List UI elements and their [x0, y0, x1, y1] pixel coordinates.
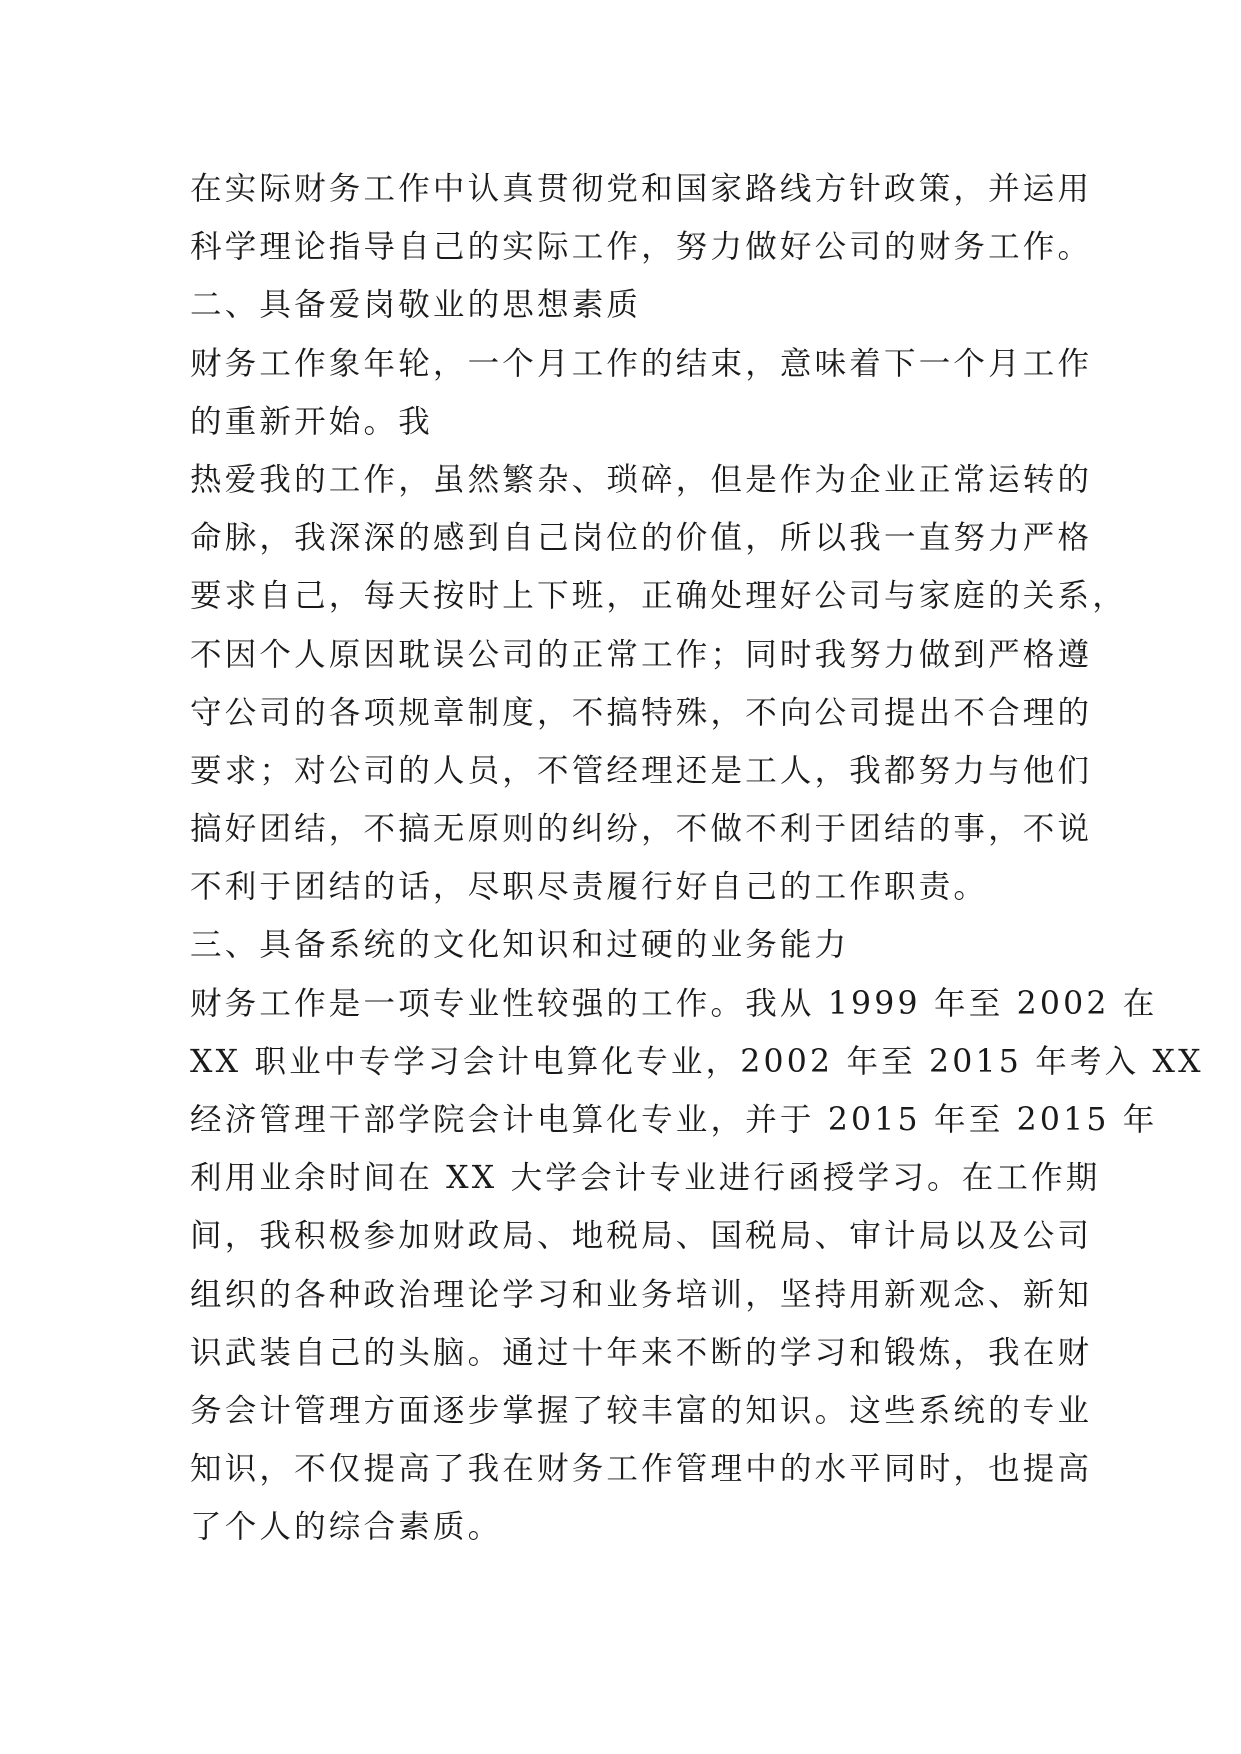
paragraph-line: 守公司的各项规章制度，不搞特殊，不向公司提出不合理的 — [190, 694, 1093, 731]
paragraph-line: 知识，不仅提高了我在财务工作管理中的水平同时，也提高 — [190, 1451, 1093, 1488]
paragraph-line: 的重新开始。我 — [190, 403, 433, 440]
paragraph-line: 组织的各种政治理论学习和业务培训，坚持用新观念、新知 — [190, 1276, 1093, 1313]
paragraph-line: 利用业余时间在 XX 大学会计专业进行函授学习。在工作期 — [190, 1160, 1101, 1197]
section-heading: 三、具备系统的文化知识和过硬的业务能力 — [190, 927, 850, 964]
paragraph-line: 经济管理干部学院会计电算化专业，并于 2015 年至 2015 年 — [190, 1102, 1158, 1138]
paragraph-line: 间，我积极参加财政局、地税局、国税局、审计局以及公司 — [190, 1218, 1093, 1255]
paragraph-line: 在实际财务工作中认真贯彻党和国家路线方针政策，并运用 — [190, 171, 1093, 207]
paragraph-line: 搞好团结，不搞无原则的纠纷，不做不利于团结的事，不说 — [190, 811, 1093, 848]
paragraph-line: 命脉，我深深的感到自己岗位的价值，所以我一直努力严格 — [190, 520, 1093, 557]
paragraph-line: XX 职业中专学习会计电算化专业，2002 年至 2015 年考入 XX — [190, 1043, 1204, 1080]
paragraph-line: 要求；对公司的人员，不管经理还是工人，我都努力与他们 — [190, 752, 1093, 789]
document-body — [190, 160, 1204, 1557]
paragraph-line: 科学理论指导自己的实际工作，努力做好公司的财务工作。 — [190, 229, 1093, 266]
paragraph-line: 了个人的综合素质。 — [190, 1509, 503, 1546]
paragraph-line: 不利于团结的话，尽职尽责履行好自己的工作职责。 — [190, 869, 989, 906]
paragraph-line: 热爱我的工作，虽然繁杂、琐碎，但是作为企业正常运转的 — [190, 461, 1093, 498]
paragraph-line: 财务工作象年轮，一个月工作的结束，意味着下一个月工作 — [190, 345, 1093, 382]
paragraph-line: 识武装自己的头脑。通过十年来不断的学习和锻炼，我在财 — [190, 1334, 1093, 1371]
section-heading: 二、具备爱岗敬业的思想素质 — [190, 287, 642, 324]
paragraph-line: 要求自己，每天按时上下班，正确处理好公司与家庭的关系， — [190, 578, 1127, 615]
paragraph-line: 财务工作是一项专业性较强的工作。我从 1999 年至 2002 在 — [190, 985, 1158, 1022]
paragraph-line: 务会计管理方面逐步掌握了较丰富的知识。这些系统的专业 — [190, 1392, 1093, 1429]
paragraph-line: 不因个人原因耽误公司的正常工作；同时我努力做到严格遵 — [190, 636, 1093, 673]
